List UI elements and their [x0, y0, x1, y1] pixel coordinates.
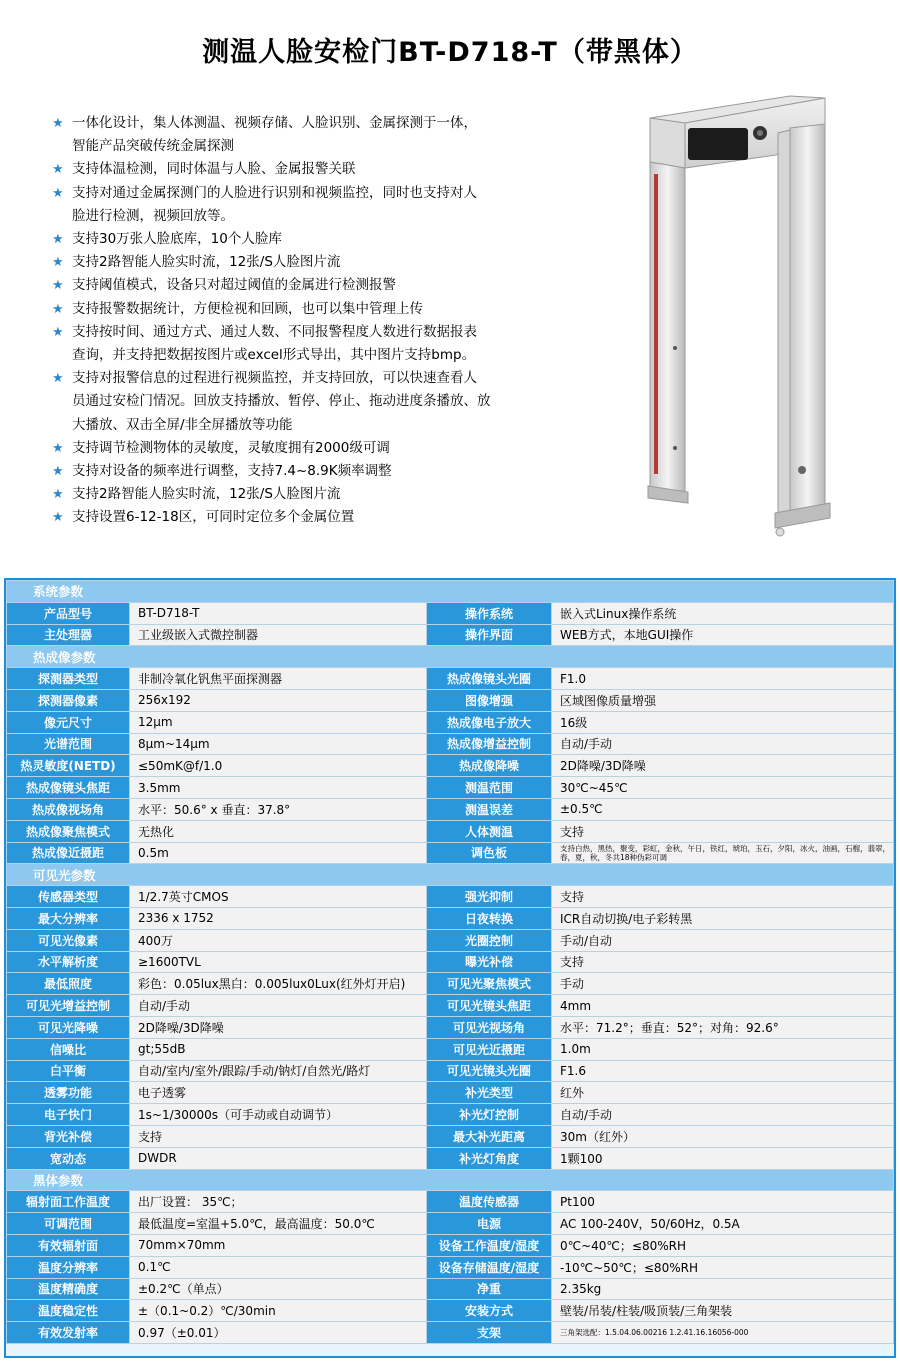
- feature-text: 支持调节检测物体的灵敏度，灵敏度拥有2000级可调: [72, 439, 390, 456]
- spec-row: [7, 1278, 894, 1300]
- spec-value: WEB方式，本地GUI操作: [552, 624, 894, 646]
- feature-text: 脸进行检测，视频回放等。: [72, 207, 234, 224]
- star-icon: ★: [52, 116, 64, 131]
- spec-label: 调色板: [427, 842, 552, 864]
- spec-value: 1s~1/30000s（可手动或自动调节）: [130, 1104, 427, 1126]
- spec-label: 温度分辨率: [7, 1256, 130, 1278]
- feature-text: 支持对报警信息的过程进行视频监控，并支持回放，可以快速查看人: [72, 370, 477, 387]
- spec-value: ≥1600TVL: [130, 951, 427, 973]
- spec-label: 可调范围: [7, 1213, 130, 1235]
- spec-value: 支持: [552, 820, 894, 842]
- spec-value: 30m（红外）: [552, 1125, 894, 1147]
- spec-row: [7, 668, 894, 690]
- feature-item: [52, 158, 612, 181]
- spec-value: 2.35kg: [552, 1278, 894, 1300]
- spec-label: 可见光降噪: [7, 1016, 130, 1038]
- spec-row: [7, 886, 894, 908]
- spec-label: 热成像降噪: [427, 755, 552, 777]
- spec-value: 256x192: [130, 689, 427, 711]
- feature-text: 支持2路智能人脸实时流，12张/S人脸图片流: [72, 254, 341, 271]
- star-icon: ★: [52, 232, 64, 248]
- feature-item: [52, 367, 612, 437]
- spec-row: [7, 1016, 894, 1038]
- spec-label: 最大补光距离: [427, 1125, 552, 1147]
- spec-row: [7, 1082, 894, 1104]
- spec-value: 0.97（±0.01）: [130, 1322, 427, 1344]
- spec-label: 温度精确度: [7, 1278, 130, 1300]
- feature-list: [52, 112, 612, 530]
- security-gate-image: [640, 88, 840, 538]
- spec-label: 最低照度: [7, 973, 130, 995]
- spec-label: 补光灯控制: [427, 1104, 552, 1126]
- spec-row: [7, 1256, 894, 1278]
- spec-value: 红外: [552, 1082, 894, 1104]
- spec-label: 辐射面工作温度: [7, 1191, 130, 1213]
- spec-label: 设备存储温度/湿度: [427, 1256, 552, 1278]
- feature-item: [52, 251, 612, 274]
- feature-item: [52, 298, 612, 321]
- spec-value: 支持: [552, 951, 894, 973]
- spec-value: 支持: [552, 886, 894, 908]
- feature-text: 支持30万张人脸底库，10个人脸库: [72, 231, 282, 248]
- spec-value: ICR自动切换/电子彩转黑: [552, 907, 894, 929]
- spec-label: 热成像聚焦模式: [7, 820, 130, 842]
- page-title: 测温人脸安检门BT-D718-T（带黑体）: [202, 37, 698, 68]
- feature-item: [52, 437, 612, 460]
- spec-value: 自动/手动: [552, 1104, 894, 1126]
- spec-label: 主处理器: [7, 624, 130, 646]
- spec-value: 区域图像质量增强: [552, 689, 894, 711]
- spec-value: 壁装/吊装/柱装/吸顶装/三角架装: [552, 1300, 894, 1322]
- star-icon: ★: [52, 440, 64, 456]
- spec-row: [7, 820, 894, 842]
- spec-value: 1颗100: [552, 1147, 894, 1169]
- spec-value: 水平：71.2°；垂直：52°；对角：92.6°: [552, 1016, 894, 1038]
- feature-text: 支持对通过金属探测门的人脸进行识别和视频监控，同时也支持对人: [72, 184, 477, 201]
- spec-value: BT-D718-T: [130, 602, 427, 624]
- spec-value: 3.5mm: [130, 777, 427, 799]
- spec-value: 1.0m: [552, 1038, 894, 1060]
- spec-label: 透雾功能: [7, 1082, 130, 1104]
- spec-value: 三角架选配：1.5.04.06.00216 1.2.41.16.16056-000: [552, 1322, 894, 1344]
- spec-label: 热成像近摄距: [7, 842, 130, 864]
- section-header: [7, 646, 894, 668]
- spec-label: 日夜转换: [427, 907, 552, 929]
- spec-label: 光谱范围: [7, 733, 130, 755]
- spec-value: 70mm×70mm: [130, 1234, 427, 1256]
- spec-row: [7, 1104, 894, 1126]
- spec-label: 电源: [427, 1213, 552, 1235]
- section-title: 热成像参数: [7, 646, 894, 668]
- spec-value: 1/2.7英寸CMOS: [130, 886, 427, 908]
- spec-row: [7, 995, 894, 1017]
- spec-value: F1.6: [552, 1060, 894, 1082]
- spec-label: 可见光镜头光圈: [427, 1060, 552, 1082]
- spec-value: gt;55dB: [130, 1038, 427, 1060]
- spec-value: 30℃~45℃: [552, 777, 894, 799]
- feature-text: 支持对设备的频率进行调整，支持7.4~8.9K频率调整: [72, 463, 392, 480]
- spec-row: [7, 602, 894, 624]
- spec-value: 400万: [130, 929, 427, 951]
- section-title: 系统参数: [7, 581, 894, 603]
- spec-label: 热成像电子放大: [427, 711, 552, 733]
- feature-item: [52, 182, 612, 228]
- spec-label: 最大分辨率: [7, 907, 130, 929]
- spec-value: -10℃~50℃；≤80%RH: [552, 1256, 894, 1278]
- spec-row: [7, 1322, 894, 1344]
- spec-label: 操作系统: [427, 602, 552, 624]
- spec-value: 嵌入式Linux操作系统: [552, 602, 894, 624]
- feature-text: 支持按时间、通过方式、通过人数、不同报警程度人数进行数据报表: [72, 323, 477, 340]
- spec-label: 补光类型: [427, 1082, 552, 1104]
- spec-label: 图像增强: [427, 689, 552, 711]
- feature-item: [52, 228, 612, 251]
- spec-row: [7, 907, 894, 929]
- spec-value: 自动/手动: [130, 995, 427, 1017]
- spec-label: 操作界面: [427, 624, 552, 646]
- spec-value: 工业级嵌入式微控制器: [130, 624, 427, 646]
- star-icon: ★: [52, 487, 64, 503]
- spec-label: 净重: [427, 1278, 552, 1300]
- feature-text: 大播放、双击全屏/非全屏播放等功能: [72, 416, 293, 433]
- spec-label: 热成像镜头焦距: [7, 777, 130, 799]
- spec-label: 宽动态: [7, 1147, 130, 1169]
- spec-value: 4mm: [552, 995, 894, 1017]
- spec-row: [7, 1060, 894, 1082]
- spec-value: 出厂设置： 35℃；: [130, 1191, 427, 1213]
- spec-value: 电子透雾: [130, 1082, 427, 1104]
- star-icon: ★: [52, 324, 64, 340]
- spec-label: 可见光像素: [7, 929, 130, 951]
- feature-item: [52, 321, 612, 367]
- spec-label: 测温范围: [427, 777, 552, 799]
- spec-label: 温度稳定性: [7, 1300, 130, 1322]
- spec-row: [7, 624, 894, 646]
- star-icon: ★: [52, 278, 64, 294]
- spec-table: [4, 578, 896, 1358]
- section-title: 可见光参数: [7, 864, 894, 886]
- spec-label: 可见光近摄距: [427, 1038, 552, 1060]
- spec-value: 2D降噪/3D降噪: [552, 755, 894, 777]
- spec-label: 可见光视场角: [427, 1016, 552, 1038]
- spec-row: [7, 798, 894, 820]
- star-icon: ★: [52, 464, 64, 480]
- spec-label: 电子快门: [7, 1104, 130, 1126]
- spec-value: DWDR: [130, 1147, 427, 1169]
- feature-item: [52, 112, 612, 158]
- spec-value: 2D降噪/3D降噪: [130, 1016, 427, 1038]
- spec-value: 水平：50.6° x 垂直：37.8°: [130, 798, 427, 820]
- spec-value: ≤50mK@f/1.0: [130, 755, 427, 777]
- star-icon: ★: [52, 371, 64, 387]
- feature-item: [52, 506, 612, 529]
- spec-label: 热成像镜头光圈: [427, 668, 552, 690]
- feature-text: 员通过安检门情况。回放支持播放、暂停、停止、拖动进度条播放、放: [72, 393, 491, 410]
- spec-value: 0.1℃: [130, 1256, 427, 1278]
- spec-label: 支架: [427, 1322, 552, 1344]
- spec-value: Pt100: [552, 1191, 894, 1213]
- spec-row: [7, 777, 894, 799]
- spec-value: ±0.2℃（单点）: [130, 1278, 427, 1300]
- spec-row: [7, 973, 894, 995]
- spec-value: 手动: [552, 973, 894, 995]
- spec-value: ±0.5℃: [552, 798, 894, 820]
- spec-value: ±（0.1~0.2）℃/30min: [130, 1300, 427, 1322]
- spec-label: 人体测温: [427, 820, 552, 842]
- spec-label: 曝光补偿: [427, 951, 552, 973]
- spec-label: 有效发射率: [7, 1322, 130, 1344]
- spec-row: [7, 1038, 894, 1060]
- spec-row: [7, 1191, 894, 1213]
- spec-value: 无热化: [130, 820, 427, 842]
- section-header: [7, 1169, 894, 1191]
- spec-label: 有效辐射面: [7, 1234, 130, 1256]
- spec-value: 8μm~14μm: [130, 733, 427, 755]
- feature-item: [52, 483, 612, 506]
- spec-row: [7, 1234, 894, 1256]
- spec-label: 热成像增益控制: [427, 733, 552, 755]
- feature-item: [52, 274, 612, 297]
- spec-row: [7, 755, 894, 777]
- spec-label: 水平解析度: [7, 951, 130, 973]
- spec-value: 支持白热，黑热，聚变，彩虹，金秋，午日，铁红，琥珀，玉石，夕阳，冰火，油画，石榴，翡翠，春，夏，秋，冬共18种伪彩可调: [552, 842, 894, 864]
- feature-text: 支持阈值模式，设备只对超过阈值的金属进行检测报警: [72, 277, 396, 294]
- spec-label: 像元尺寸: [7, 711, 130, 733]
- spec-label: 强光抑制: [427, 886, 552, 908]
- spec-value: 0℃~40℃；≤80%RH: [552, 1234, 894, 1256]
- feature-text: 一体化设计，集人体测温、视频存储、人脸识别、金属探测于一体，: [72, 115, 477, 131]
- star-icon: ★: [52, 255, 64, 271]
- spec-label: 测温误差: [427, 798, 552, 820]
- spec-label: 传感器类型: [7, 886, 130, 908]
- spec-row: [7, 951, 894, 973]
- spec-value: 手动/自动: [552, 929, 894, 951]
- spec-label: 温度传感器: [427, 1191, 552, 1213]
- spec-row: [7, 733, 894, 755]
- feature-text: 查询，并支持把数据按图片或excel形式导出，其中图片支持bmp。: [72, 347, 476, 364]
- spec-label: 探测器类型: [7, 668, 130, 690]
- star-icon: ★: [52, 301, 64, 317]
- spec-label: 可见光增益控制: [7, 995, 130, 1017]
- spec-row: [7, 711, 894, 733]
- feature-text: 支持2路智能人脸实时流，12张/S人脸图片流: [72, 486, 341, 503]
- spec-label: 补光灯角度: [427, 1147, 552, 1169]
- star-icon: ★: [52, 185, 64, 201]
- spec-row: [7, 1213, 894, 1235]
- spec-value: 2336 x 1752: [130, 907, 427, 929]
- spec-label: 产品型号: [7, 602, 130, 624]
- feature-item: [52, 460, 612, 483]
- spec-value: 最低温度=室温+5.0℃，最高温度：50.0℃: [130, 1213, 427, 1235]
- spec-label: 信噪比: [7, 1038, 130, 1060]
- spec-label: 白平衡: [7, 1060, 130, 1082]
- spec-label: 热成像视场角: [7, 798, 130, 820]
- spec-label: 可见光聚焦模式: [427, 973, 552, 995]
- spec-label: 可见光镜头焦距: [427, 995, 552, 1017]
- spec-label: 背光补偿: [7, 1125, 130, 1147]
- spec-label: 安装方式: [427, 1300, 552, 1322]
- spec-row: [7, 929, 894, 951]
- feature-text: 支持设置6-12-18区，可同时定位多个金属位置: [72, 509, 355, 526]
- spec-label: 热灵敏度(NETD): [7, 755, 130, 777]
- spec-value: 自动/手动: [552, 733, 894, 755]
- spec-label: 设备工作温度/湿度: [427, 1234, 552, 1256]
- feature-text: 智能产品突破传统金属探测: [72, 138, 234, 155]
- spec-value: 12μm: [130, 711, 427, 733]
- spec-row: [7, 1147, 894, 1169]
- spec-value: 支持: [130, 1125, 427, 1147]
- spec-row: [7, 1300, 894, 1322]
- spec-value: 非制冷氧化钒焦平面探测器: [130, 668, 427, 690]
- spec-row: [7, 842, 894, 864]
- spec-value: 自动/室内/室外/跟踪/手动/钠灯/自然光/路灯: [130, 1060, 427, 1082]
- spec-value: 彩色：0.05lux黑白：0.005lux0Lux(红外灯开启): [130, 973, 427, 995]
- spec-value: F1.0: [552, 668, 894, 690]
- star-icon: ★: [52, 510, 64, 526]
- spec-value: 16级: [552, 711, 894, 733]
- spec-label: 探测器像素: [7, 689, 130, 711]
- spec-row: [7, 1125, 894, 1147]
- spec-value: AC 100-240V，50/60Hz，0.5A: [552, 1213, 894, 1235]
- spec-row: [7, 689, 894, 711]
- section-header: [7, 864, 894, 886]
- section-title: 黑体参数: [7, 1169, 894, 1191]
- feature-text: 支持体温检测，同时体温与人脸、金属报警关联: [72, 161, 356, 178]
- spec-value: 0.5m: [130, 842, 427, 864]
- spec-label: 光圈控制: [427, 929, 552, 951]
- section-header: [7, 581, 894, 603]
- feature-text: 支持报警数据统计，方便检视和回顾，也可以集中管理上传: [72, 300, 423, 317]
- star-icon: ★: [52, 162, 64, 178]
